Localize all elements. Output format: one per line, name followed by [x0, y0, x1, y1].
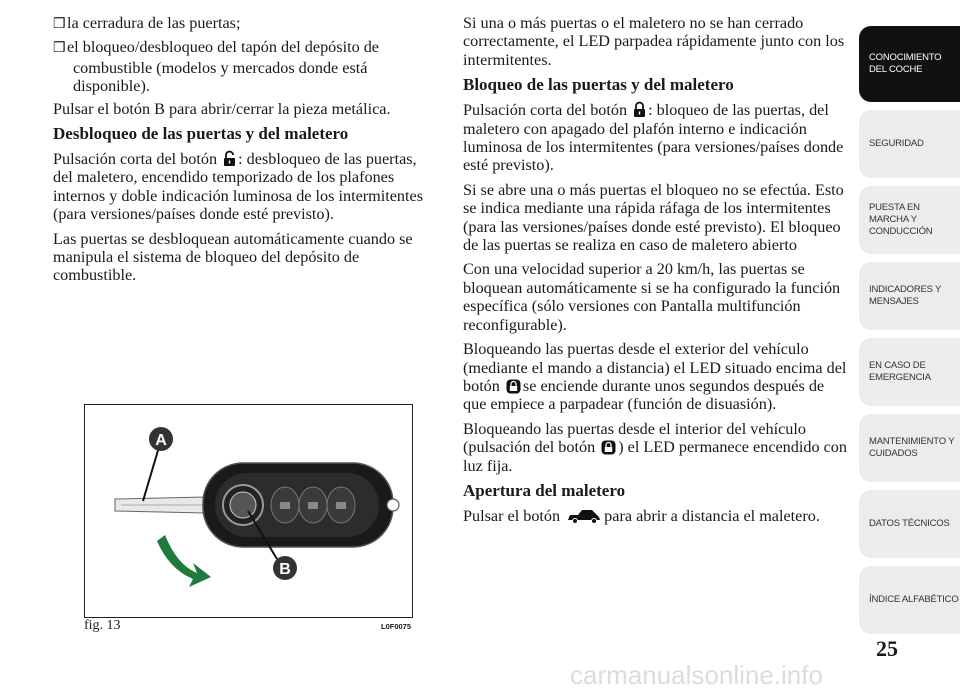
- section-heading: Bloqueo de las puertas y del maletero: [463, 75, 734, 95]
- paragraph: Si una o más puertas o el maletero no se han cerrado correctamente, el LED parpadea rápidamente junto con los intermitentes.: [463, 14, 845, 69]
- paragraph: Pulsar el botón para abrir a distancia el maletero.: [463, 506, 820, 525]
- right-column: [463, 14, 848, 531]
- figure-code: L0F0075: [381, 622, 412, 631]
- tab-puesta-en-marcha[interactable]: PUESTA EN MARCHA Y CONDUCCIÓN: [859, 186, 960, 254]
- bullet-item: [53, 14, 438, 34]
- paragraph: Pulsar el botón B para abrir/cerrar la pieza metálica.: [53, 99, 391, 118]
- page-number: 25: [876, 636, 898, 661]
- car-trunk-icon: [566, 508, 602, 524]
- bullet-item: [53, 38, 438, 95]
- paragraph: Si se abre una o más puertas el bloqueo no se efectúa. Esto se indica mediante una rápida ráfaga de los intermitentes (para las versiones/países donde esté previsto). El bloqueo de las puertas se realiza en caso de maletero abierto: [463, 180, 844, 255]
- remote-buttons: [271, 487, 355, 523]
- paragraph: Las puertas se desbloquean automáticamente cuando se manipula el sistema de bloqueo del depósito de combustible.: [53, 229, 413, 285]
- checkbox-bullet-icon: ❒: [53, 17, 66, 32]
- label-b: B: [279, 561, 291, 578]
- figure-caption: fig. 13: [84, 618, 121, 633]
- checkbox-bullet-icon: ❒: [53, 41, 66, 57]
- key-illustration: [85, 405, 412, 617]
- paragraph: Pulsación corta del botón : bloqueo de las puertas, del maletero con apagado del plafón interno e indicación luminosa de los intermitentes (para versiones/países donde esté previsto).: [463, 101, 844, 175]
- tab-mantenimiento[interactable]: MANTENIMIENTO Y CUIDADOS: [859, 414, 960, 482]
- bullet-text: el bloqueo/desbloqueo del tapón del depósito de combustible (modelos y mercados donde está disponible).: [67, 38, 379, 96]
- lock-icon: [633, 101, 646, 118]
- label-a: A: [155, 432, 167, 449]
- section-heading: Apertura del maletero: [463, 480, 626, 500]
- tab-datos-tecnicos[interactable]: DATOS TÉCNICOS: [859, 490, 960, 558]
- section-heading: Desbloqueo de las puertas y del maletero: [53, 124, 349, 144]
- paragraph: Bloqueando las puertas desde el interior del vehículo (pulsación del botón ) el LED permanece encendido con luz fija.: [463, 419, 847, 475]
- left-column: [53, 14, 438, 291]
- paragraph: Pulsación corta del botón : desbloqueo de las puertas, del maletero, encendido temporizado de los plafones internos y doble indicación luminosa de los intermitentes (para versiones/países donde esté previsto).: [53, 150, 423, 224]
- key-figure: [84, 404, 413, 618]
- watermark: carmanualsonline.info: [570, 660, 823, 690]
- unlock-icon: [223, 150, 236, 167]
- lock-button-icon: [601, 440, 616, 455]
- tab-conocimiento-del-coche[interactable]: CONOCIMIENTO DEL COCHE: [859, 26, 960, 102]
- tab-seguridad[interactable]: SEGURIDAD: [859, 110, 960, 178]
- tab-indice-alfabetico[interactable]: ÍNDICE ALFABÉTICO: [859, 566, 960, 634]
- tab-indicadores[interactable]: INDICADORES Y MENSAJES: [859, 262, 960, 330]
- lock-button-icon: [506, 379, 521, 394]
- tab-emergencia[interactable]: EN CASO DE EMERGENCIA: [859, 338, 960, 406]
- bullet-text: la cerradura de las puertas;: [67, 14, 241, 32]
- section-sidebar: [859, 26, 960, 642]
- paragraph: Bloqueando las puertas desde el exterior del vehículo (mediante el mando a distancia) el LED situado encima del botón se enciende durante unos segundos después de que empiece a parpadear (función de disuasión).: [463, 340, 847, 414]
- paragraph: Con una velocidad superior a 20 km/h, las puertas se bloquean automáticamente si se ha configurado la función específica (sólo versiones con Pantalla multifunción reconfigurable).: [463, 260, 841, 334]
